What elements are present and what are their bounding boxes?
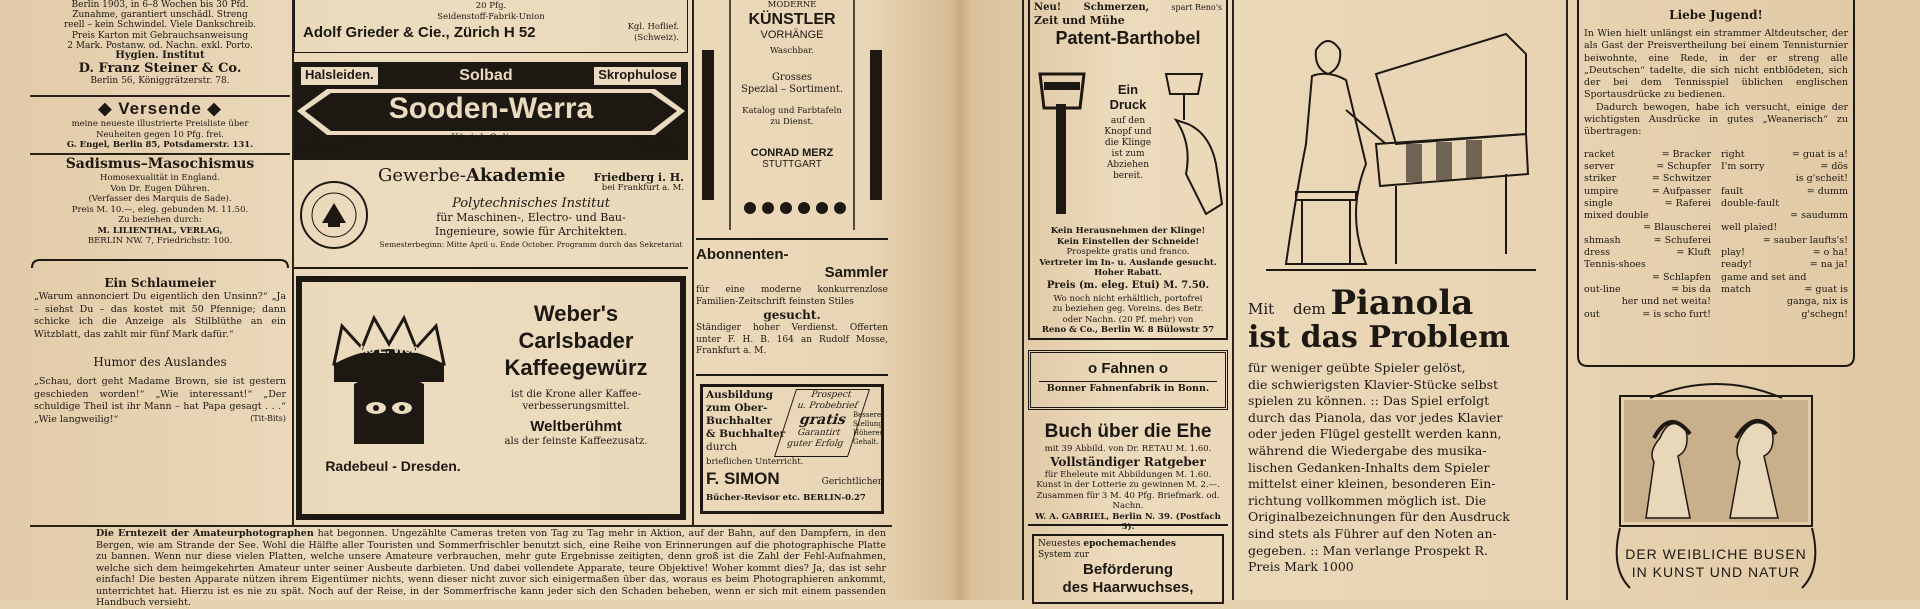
haar-l1b: epochemachendes [1083,539,1176,549]
barthobel-k1: Kein Herausnehmen der Klinge! [1050,226,1206,236]
grieder-ad [294,0,688,53]
barthobel-d6: bereit. [1112,171,1144,181]
left-page [0,0,960,608]
barthobel-k3: Prospekte gratis und franco. [1066,247,1190,257]
versende-line-1: meine neueste illustrierte Preisliste über [71,119,249,129]
barthobel-price: Preis (m. eleg. Etui) M. 7.50. [1046,279,1210,291]
tonic-line-4: Preis Karton mit Gebrauchsanweisung [71,30,249,41]
kuenstler-pre: MODERNE [767,0,817,10]
gloss-row: server = Schupfer [1584,160,1711,172]
akademie-sub: Polytechnisches Institut [452,195,610,211]
fahnen-title: o Fahnen o [1087,360,1169,377]
weber-sub1: ist die Krone aller Kaffee- [510,389,642,400]
humor-text: „Schau, dort geht Madame Brown, sie ist gestern geschieden worden!“ „Wie interessant!“ „Der schuldige Theil ist ihr Mann – hat Papa gesagt . . .“ „Wie langweilig!“ [34,376,286,425]
weber-ad [296,276,686,520]
sooden-right-tag: Skrophulose [594,67,681,85]
right-page [960,0,1920,600]
pianola-line-12: gegeben. :: Man verlange Prospekt R. [1248,542,1488,558]
gloss-row: is g'scheit! [1795,173,1848,185]
hygien-name: Hygien. Institut [115,50,205,62]
gloss-row: racket = Bracker [1584,148,1711,160]
haarwuchs-ad [1032,534,1224,604]
weber-place: Radebeul - Dresden. [325,458,461,474]
akademie-line3: Semesterbeginn: Mitte April u. Ende October. Programm durch das Sekretariat [379,239,683,249]
gloss-row: umpire = Aufpasser [1584,185,1711,197]
akademie-title: Gewerbe-Akademie [378,165,566,186]
sadismus-line-4: Preis M. 10.—, eleg. gebunden M. 11.50. [71,204,249,215]
barthobel-k2: Kein Einstellen der Schneide! [1056,236,1200,247]
sadismus-line-1: Homosexualität in England. [100,173,220,183]
pianola-mit: Mit [1248,300,1275,318]
akademie-place: Friedberg i. H. [593,171,684,184]
pianola-line-13: Preis Mark 1000 [1248,559,1354,575]
kuenstler-firm: CONRAD MERZ [750,147,834,159]
tonic-line-3: reell – kein Schwindel. Viele Dankschreib. [63,20,257,31]
sooden-left-tag: Halsleiden. [301,67,378,85]
abonnenten-title: Abonnenten- [696,246,789,263]
crown-lady-icon [314,304,464,454]
gloss-row: fault = dumm [1721,185,1848,197]
pianola-line-2: die schwierigsten Klavier-Stücke selbst [1248,376,1499,392]
ehe-ad [1028,420,1228,532]
barthobel-spart: spart Reno's [1171,3,1222,12]
weber-line1: Weber's [533,301,619,326]
schlaumeier-text: „Warum annonciert Du eigentlich den Unsinn?“ „Ja – siehst Du – das kostet mit 50 Pfennige; dann schicke ich die Anzeige als Stilblüthe an ein Witzblatt, das zahlt mir fünf Mark dafür.“ [34,291,286,340]
haar-l2: System zur [1038,550,1090,560]
razor-icon [1034,64,1094,220]
barthobel-druck: Druck [1109,97,1147,112]
gloss-row: ganga, nix is [1786,296,1848,308]
sooden-right-note: Kurzeit: 1 Mai–30 Septbr [619,135,681,153]
gloss-row: g'schegn! [1801,308,1848,320]
simon-l6: brieflichen Unterricht. [706,457,804,467]
sadismus-line-2: Von Dr. Eugen Dühren. [110,183,210,194]
abonnenten-ad [696,246,888,376]
kuenstler-name2: VORHÄNGE [760,28,824,41]
barthobel-k4: Vertreter im In- u. Auslande gesucht. [1039,257,1217,268]
lady-at-piano-icon [1256,14,1546,282]
ehe-l5: Zusammen für 3 M. 40 Pfg. Briefmark. od. Nachn. [1036,490,1220,511]
ehe-l1: mit 39 Abbild. von Dr. RETAU M. 1.60. [1044,444,1212,454]
gloss-row: dress = Kluft [1584,247,1711,259]
pianola-line-7: lischen Gedanken-Inhalts dem Spieler [1248,459,1490,475]
ehe-l2: Vollständiger Ratgeber [1050,454,1206,469]
gloss-row: game and set and [1721,271,1807,283]
kuenstler-line1: Grosses [771,72,813,83]
schlaumeier-title: Ein Schlaumeier [104,276,216,290]
gloss-row: well plaied! [1721,222,1778,234]
gloss-row: = saudumm [1790,210,1848,222]
simon-prospekt: Prospect [809,390,853,400]
jugend-text2: Dadurch bewogen, habe ich versucht, einige der wichtigsten Ausdrücke in gutes „Weanerisch“ zu übertragen: [1584,101,1848,138]
sooden-sub: Königl. Salinen. [450,133,531,144]
pianola-ad [1236,0,1562,600]
right-col1 [1028,0,1228,600]
weber-line3: Kaffeegewürz [504,355,648,380]
akademie-ad [294,163,688,269]
busen-line1: DER WEIBLICHE BUSEN [1625,546,1807,562]
gloss-row: ready! = na ja! [1721,259,1848,271]
kuenstler-ad [696,0,888,240]
sooden-left-note: Herrlich bewaldete Gebirgslage [301,135,380,153]
gloss-row: mixed double [1584,210,1649,222]
pianola-line-4: durch das Pianola, das vor jedes Klavier [1248,409,1503,425]
jugend-text: In Wien hielt unlängst ein strammer Altdeutscher, der als Gast der Preisvertheilung bei einem Tennisturnier beiwohnte, eine Rede, in der er streng alle „Deutschen“ tadelte, die sich nicht entblödeten, sich der bei dem Tennisspiel üblichen englischen Sportausdrücke zu bedienen. [1584,28,1848,101]
haar-title1: Beförderung [1083,561,1173,578]
barthobel-d2: Knopf und [1104,127,1152,137]
busen-ad [1590,378,1842,600]
gloss-row: Tennis-shoes [1584,259,1646,271]
barthobel-d1: auf den [1110,116,1146,126]
barthobel-zeit: Zeit und Mühe [1034,14,1125,27]
weber-sub2: verbesserungsmittel. [522,401,630,412]
pianola-problem: ist das Problem [1248,320,1510,355]
barthobel-ad [1028,0,1228,340]
sadismus-line-6: M. LILIENTHAL, VERLAG, [97,225,223,236]
simon-garantirt: Garantirt [795,428,842,438]
kuenstler-line2: Spezial – Sortiment. [740,84,844,95]
tonic-line-1: Berlin 1903, in 6–8 Wochen bis 30 Pfd. [71,0,249,10]
gloss-row: right = guat is a! [1721,148,1848,160]
grieder-top-2: Seidenstoff-Fabrik-Union [437,11,545,22]
pianola-line-6: während die Wiedergabe des musika- [1248,442,1487,458]
pianola-line-8: mittelst einer kleinen, besonderen Ein- [1248,476,1496,492]
simon-probebrief: u. Probebrief [795,401,860,411]
barthobel-d5: Abziehen [1106,160,1150,170]
pianola-dem: dem [1292,300,1326,318]
weber-crown-label: Otto E. Weber [350,342,430,356]
hygien-addr: Berlin 56, Königgrätzerstr. 78. [90,76,230,87]
grieder-top-1: 20 Pfg. [475,1,507,11]
fahnen-sub: Bonner Fahnenfabrik in Bonn. [1039,381,1217,396]
gloss-row: I'm sorry = dös [1721,160,1848,172]
simon-l3: Buchhalter [706,415,773,427]
pianola-line-9: richtung vollkommen möglich ist. Die [1248,492,1487,508]
glossary-left [1584,149,1711,321]
article-text: hat begonnen. Ungezählte Cameras treten von Tag zu Tag mehr in Aktion, auf der Bahn, auf den Dampfern, in den Bergen, wie am Strande der See. Wohl die Hälfte aller Touristen und Sommerfrischler benutzt sich, eine Reihe von Erinnerungen auf die photographische Platte zu bannen. Wenn nur diese vielen Platten, welche unsere Amateure verbrauchen, mehr gute Ergebnisse zeitigten, denn groß ist die Zahl der Fehl-Aufnahmen, welche sich dem heimgekehrten Amateur unter seiner Ausbeute darbieten. Und dabei vollendete Apparate, teure Objektive! Woher kommt dies? Ja, das ist sehr einfach! Die besten Apparate nützen ihrem Eigentümer nichts, wenn dieser nicht zuvor sich einigermaßen über das, woraus es beim Photographieren ankommt, unterrichtet hat. Hierzu ist es nie zu spät. Noch auf der Reise, in der Sommerfrische kann jeder sich den Schaden beheben, wenn er sich mit einem passenden Handbuch versieht. [96,528,886,608]
kuenstler-catalog2: zu Dienst. [770,116,814,127]
gloss-row: = Blauscherei [1643,222,1711,234]
institute-seal-icon [298,179,370,251]
simon-name: F. SIMON [706,469,780,488]
tonic-line-2: Zunahme, garantiert unschädl. Streng [72,10,248,21]
weber-line2: Carlsbader [518,328,634,353]
simon-l1: Ausbildung [706,389,773,401]
simon-l2: zum Ober- [706,402,768,414]
barthobel-k5: Hoher Rabatt. [1094,268,1162,278]
left-col1 [30,0,290,525]
grieder-name: Adolf Grieder & Cie., Zürich H 52 [303,24,536,41]
gloss-row: single = Raferei [1584,197,1711,209]
gloss-row: her und net weita! [1621,296,1711,308]
simon-footer: Bücher-Revisor etc. BERLIN-0.27 [706,493,866,503]
hand-press-icon [1162,64,1226,224]
barthobel-pain: Schmerzen, [1083,2,1150,13]
sadismus-line-7: BERLIN NW. 7, Friedrichstr. 100. [87,236,233,246]
barthobel-w3: oder Nachn. (20 Pf. mehr) von [1062,314,1194,325]
sooden-center-tag: Solbad [459,67,513,84]
gloss-row: play! = o ha! [1721,247,1848,259]
ehe-l6: W. A. GABRIEL, Berlin N. 39. (Postfach 3). [1035,511,1221,532]
gloss-row: shmash = Schuferei [1584,234,1711,246]
ehe-title: Buch über die Ehe [1044,421,1212,442]
haar-l1: Neuestes [1038,539,1081,549]
pianola-name: Pianola [1330,283,1474,323]
sadismus-line-3: (Verfasser des Marquis de Sade). [88,194,232,204]
haar-title2: des Haarwuchses, [1062,579,1194,596]
akademie-line1: für Maschinen-, Electro- und Bau- [436,210,626,224]
fahnen-ad [1028,350,1228,410]
gloss-row: striker = Schwitzer [1584,173,1711,185]
gloss-row: = sauber laufts's! [1762,234,1848,246]
right-col3 [1572,0,1860,600]
tonic-line-5: 2 Mark. Postanw. od. Nachn. exkl. Porto. [67,40,253,51]
barthobel-d3: die Klinge [1104,138,1152,148]
article-lead: Die Erntezeit der Amateurphotographen [96,528,314,539]
ehe-l4: Kunst in der Lotterie zu gewinnen M. 2.—. [1036,480,1220,490]
barthobel-d4: ist zum [1111,149,1145,159]
left-col3 [696,0,888,525]
abonnenten-text2: Ständiger hoher Verdienst. Offerten unter F. H. B. 164 an Rudolf Mosse, Frankfurt a. M. [696,323,888,356]
grieder-note: Kgl. Hoflief. (Schweiz). [627,22,679,43]
glossary-right [1721,149,1848,321]
versende-line-3: G. Engel, Berlin 85, Potsdamerstr. 131. [66,140,254,150]
versende-line-2: Neuheiten gegen 10 Pfg. frei. [96,129,224,140]
pianola-line-3: spielen zu können. :: Das Spiel erfolgt [1248,393,1490,409]
busen-line2: IN KUNST UND NATUR [1631,564,1801,580]
simon-gratis: gratis [797,412,849,428]
sadismus-title: Sadismus–Masochismus [65,156,255,172]
kuenstler-name: KÜNSTLER [748,10,836,28]
simon-l4: & Buchhalter [706,428,786,440]
kuenstler-catalog1: Katalog und Farbtafeln [742,106,842,116]
gloss-row: out-line = bis da [1584,283,1711,295]
gloss-row: match = guat is [1721,283,1848,295]
barthobel-title: Patent-Barthobel [1055,28,1201,48]
simon-court: Gerichtlicher [821,477,882,487]
sooden-name: Sooden-Werra [388,92,594,125]
simon-side: Bessere Stellung Höheres Gehalt. [853,411,884,446]
left-col2 [294,0,688,525]
abonnenten-text: für eine moderne konkurrenzlose Familien-Zeitschrift feinsten Stiles [696,285,888,307]
tennis-glossary [1584,149,1848,321]
simon-ad [700,384,884,514]
humor-source: (Tit-Bits) [250,414,286,423]
sooden-ad [294,62,688,160]
pianola-line-10: Originalbezeichnungen für den Ausdruck [1248,509,1510,525]
abonnenten-title2: Sammler [824,264,888,281]
sadismus-line-5: Zu beziehen durch: [118,215,202,225]
hygien-firm: D. Franz Steiner & Co. [78,61,242,77]
simon-erfolg: guter Erfolg [785,439,845,449]
kuenstler-washable: Waschbar. [769,45,814,56]
versende-title: ◆ Versende ◆ [98,99,222,118]
pianola-line-1: für weniger geübte Spieler gelöst, [1248,360,1466,375]
pianola-line-11: sind stets als Führer auf den Noten an- [1248,525,1497,541]
weber-sub3: als der feinste Kaffeezusatz. [504,436,648,447]
gloss-row: = Schlapfen [1652,271,1711,283]
simon-l5: durch [706,441,738,453]
kuenstler-city: STUTTGART [762,159,822,170]
humor-title: Humor des Auslandes [93,355,227,369]
abonnenten-sought: gesucht. [763,308,821,322]
barthobel-w1: Wo noch nicht erhältlich, portofrei [1053,293,1203,304]
weber-famous: Weltberühmt [530,418,622,435]
gloss-row: out = is scho furt! [1584,308,1711,320]
barthobel-w2: zu beziehen geg. Voreins. des Betr. [1052,304,1204,314]
akademie-place2: bei Frankfurt a. M. [601,183,684,193]
barthobel-firm: Reno & Co., Berlin W. 8 Bülowstr 57 [1041,325,1215,335]
barthobel-neu: Neu! [1034,2,1062,13]
ornament-rule-icon [30,256,290,270]
amateur-photo-article [96,528,886,608]
gloss-row: double-fault [1721,197,1780,209]
pianola-line-5: oder jeden Flügel gestellt werden kann, [1248,426,1502,442]
ehe-l3: für Eheleute mit Abbildungen M. 1.60. [1044,469,1212,480]
jugend-title: Liebe Jugend! [1669,8,1763,22]
akademie-line2: Ingenieure, sowie für Architekten. [434,224,628,238]
barthobel-ein: Ein [1117,82,1139,97]
